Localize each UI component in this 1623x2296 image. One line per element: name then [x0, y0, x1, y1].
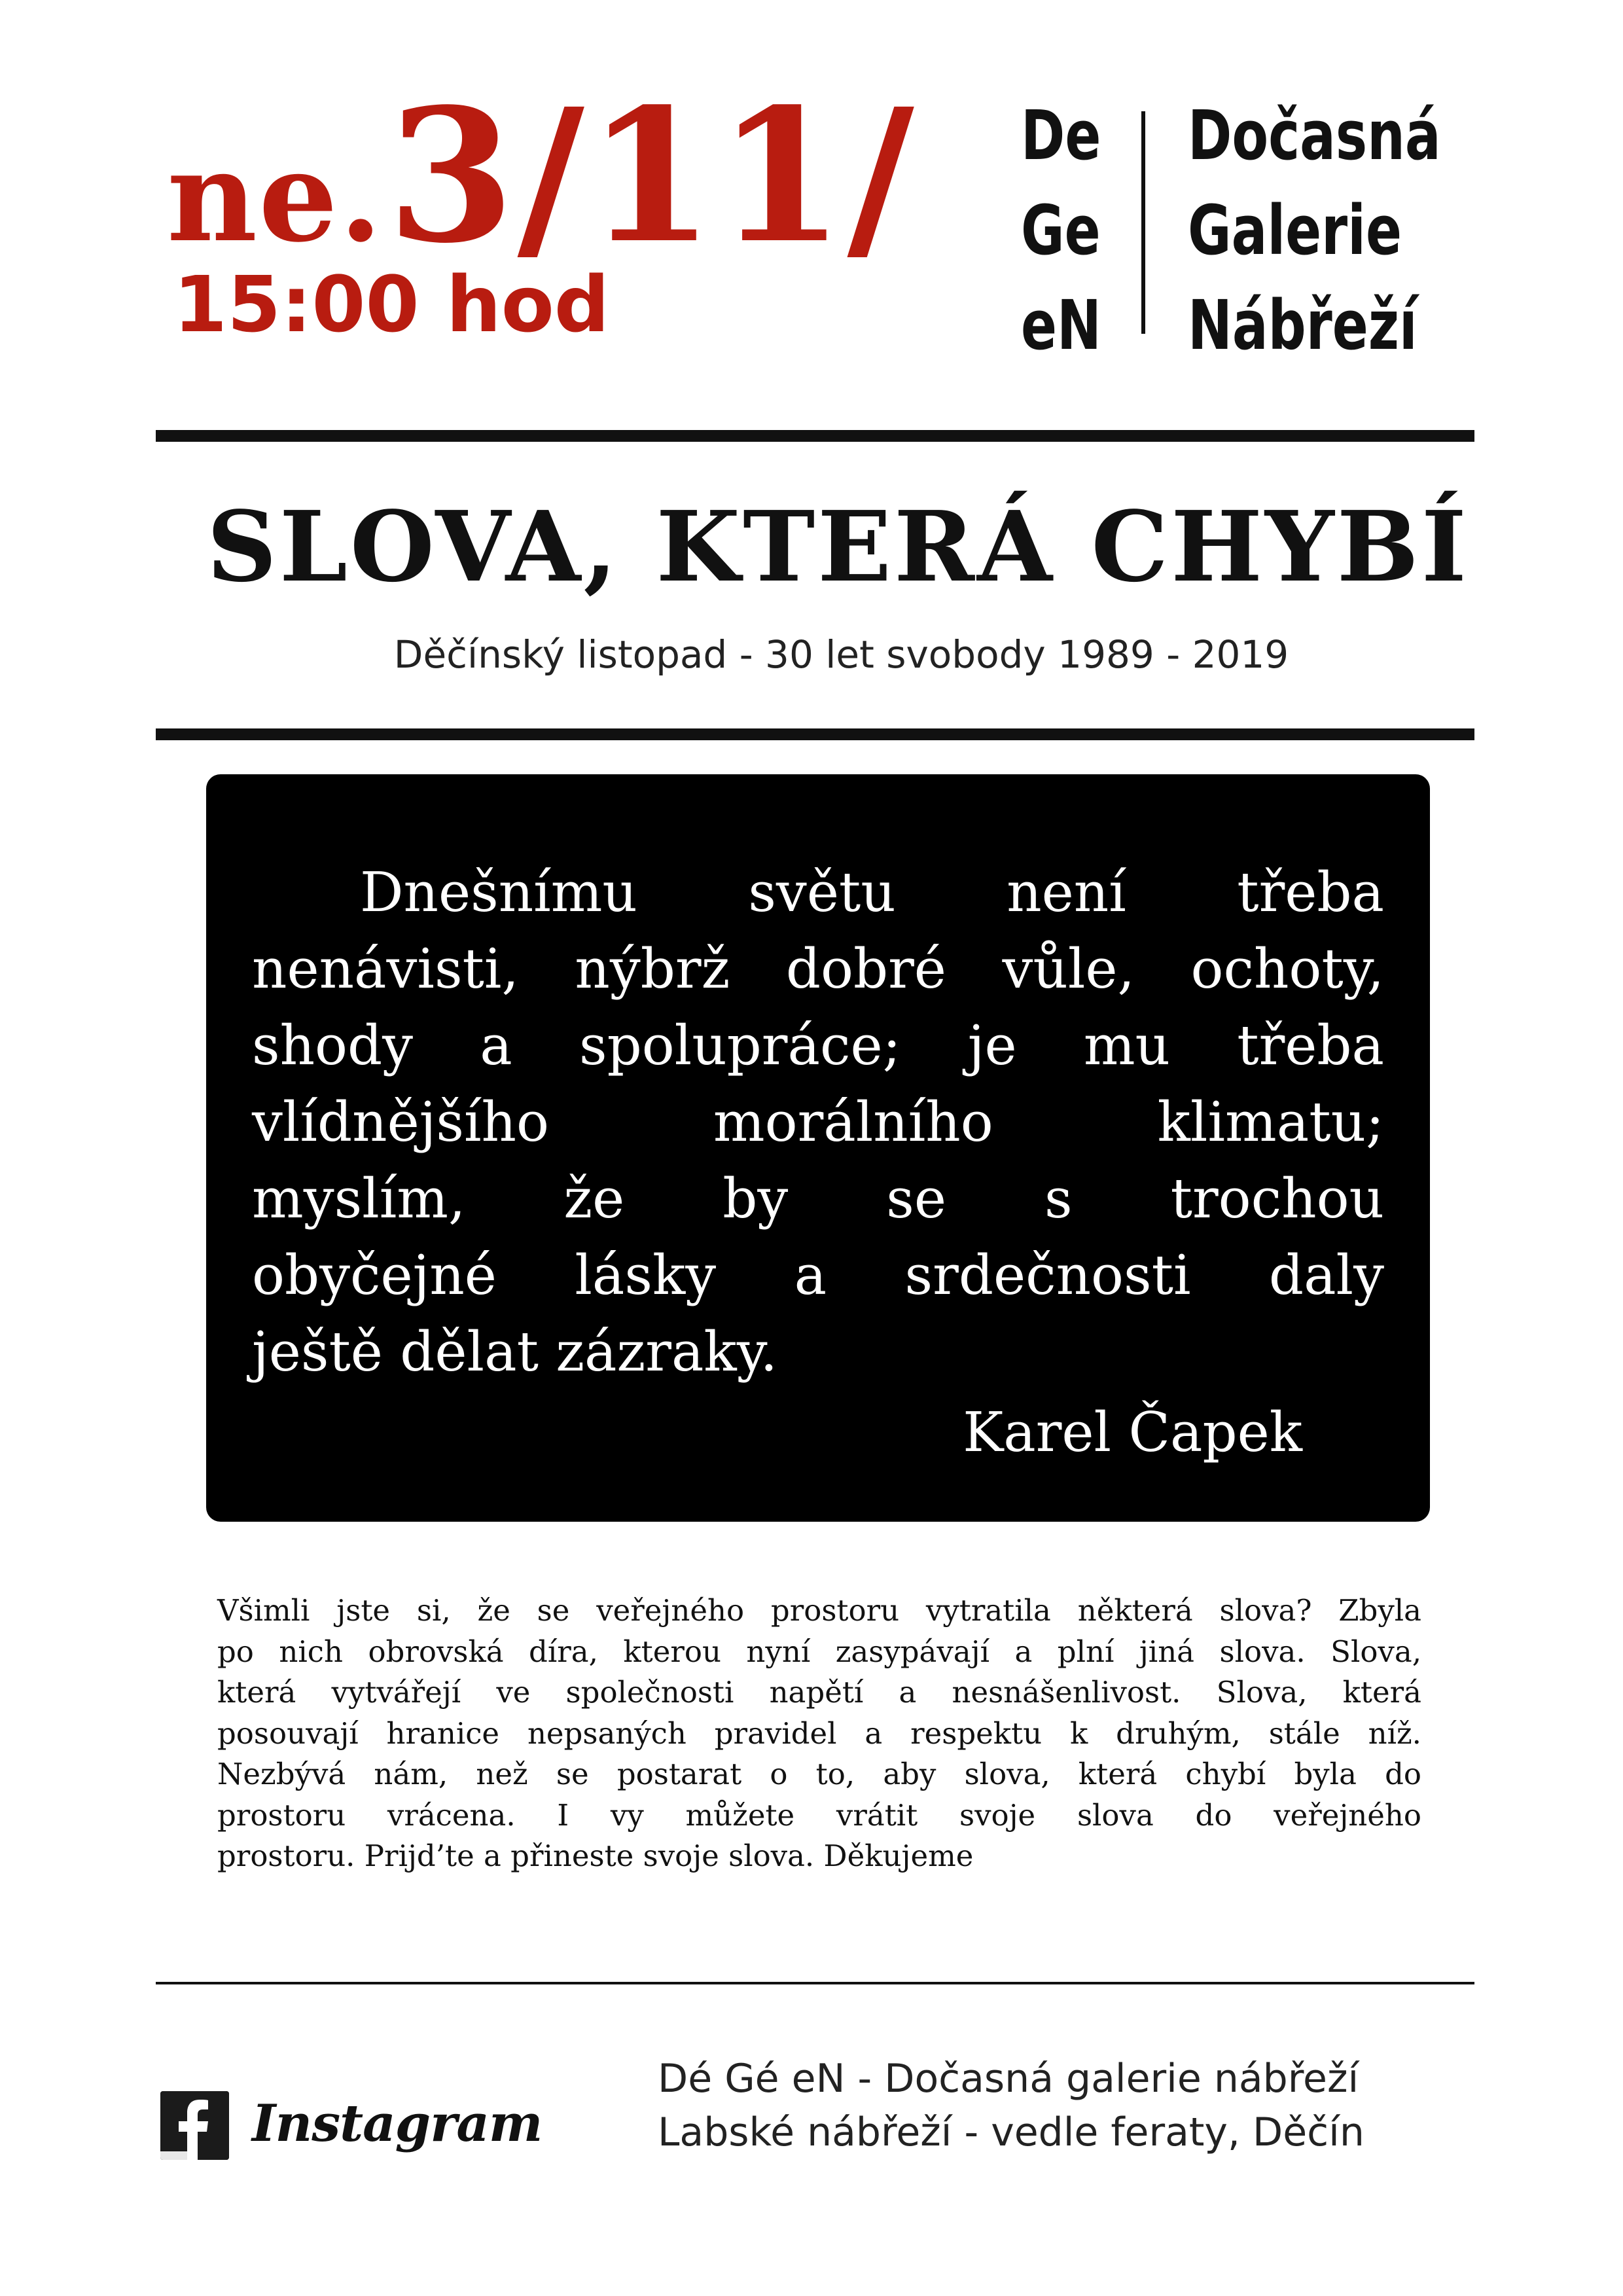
quote-line: shody a spolupráce; je mu třeba	[252, 1014, 1384, 1077]
event-time: 15:00 hod	[173, 259, 610, 350]
quote-line: vlídnějšího morálního klimatu;	[252, 1090, 1384, 1154]
top-rule	[156, 430, 1474, 442]
quote-text	[252, 854, 1384, 1390]
address-line: Dé Gé eN - Dočasná galerie nábřeží	[658, 2056, 1359, 2102]
event-date-number: 3/11/	[387, 69, 917, 284]
quote-line: nenávisti, nýbrž dobré vůle, ochoty,	[252, 937, 1384, 1001]
body-line: Všimli jste si, že se veřejného prostoru vytratila některá slova? Zbyla	[217, 1593, 1421, 1628]
gallery-short-line: De	[1021, 96, 1101, 175]
event-day: ne.	[167, 124, 384, 270]
quote-line: obyčejné lásky a srdečnosti daly	[252, 1244, 1384, 1307]
middle-rule	[156, 728, 1474, 740]
gallery-full-line: Nábřeží	[1188, 285, 1418, 365]
body-line: Nezbývá nám, než se postarat o to, aby slova, která chybí byla do	[217, 1757, 1421, 1791]
gallery-divider	[1141, 111, 1145, 334]
facebook-icon[interactable]	[160, 2091, 229, 2160]
instagram-link[interactable]: Instagram	[252, 2094, 543, 2153]
bottom-rule	[156, 1982, 1474, 1984]
quote-line: myslím, že by se s trochou	[252, 1167, 1384, 1230]
poster-subtitle: Děčínský listopad - 30 let svobody 1989 - 2019	[393, 632, 1289, 677]
venue-address	[658, 2052, 1364, 2159]
body-paragraph	[217, 1590, 1421, 1877]
body-line: posouvají hranice nepsaných pravidel a respektu k druhým, stále níž.	[217, 1715, 1421, 1751]
quote-line: ještě dělat zázraky.	[252, 1320, 777, 1384]
quote-line: Dnešnímu světu není třeba	[360, 861, 1384, 924]
gallery-short-line: Ge	[1021, 190, 1101, 270]
body-line: prostoru vrácena. I vy můžete vrátit svoje slova do veřejného	[217, 1797, 1421, 1833]
body-line: po nich obrovská díra, kterou nyní zasypávají a plní jiná slova. Slova,	[217, 1634, 1421, 1669]
body-line: která vytvářejí ve společnosti napětí a nesnášenlivost. Slova, která	[217, 1675, 1421, 1710]
quote-author: Karel Čapek	[963, 1401, 1302, 1464]
poster-title: SLOVA, KTERÁ CHYBÍ	[206, 490, 1469, 603]
gallery-full-name	[1188, 88, 1441, 373]
gallery-short-name	[1021, 88, 1101, 373]
address-line: Labské nábřeží - vedle feraty, Děčín	[658, 2109, 1364, 2155]
body-line: prostoru. Prijd’te a přineste svoje slova. Děkujeme	[217, 1839, 974, 1873]
gallery-full-line: Dočasná	[1188, 96, 1441, 175]
event-date	[167, 69, 917, 284]
gallery-full-line: Galerie	[1188, 190, 1402, 270]
gallery-short-line: eN	[1021, 285, 1101, 365]
